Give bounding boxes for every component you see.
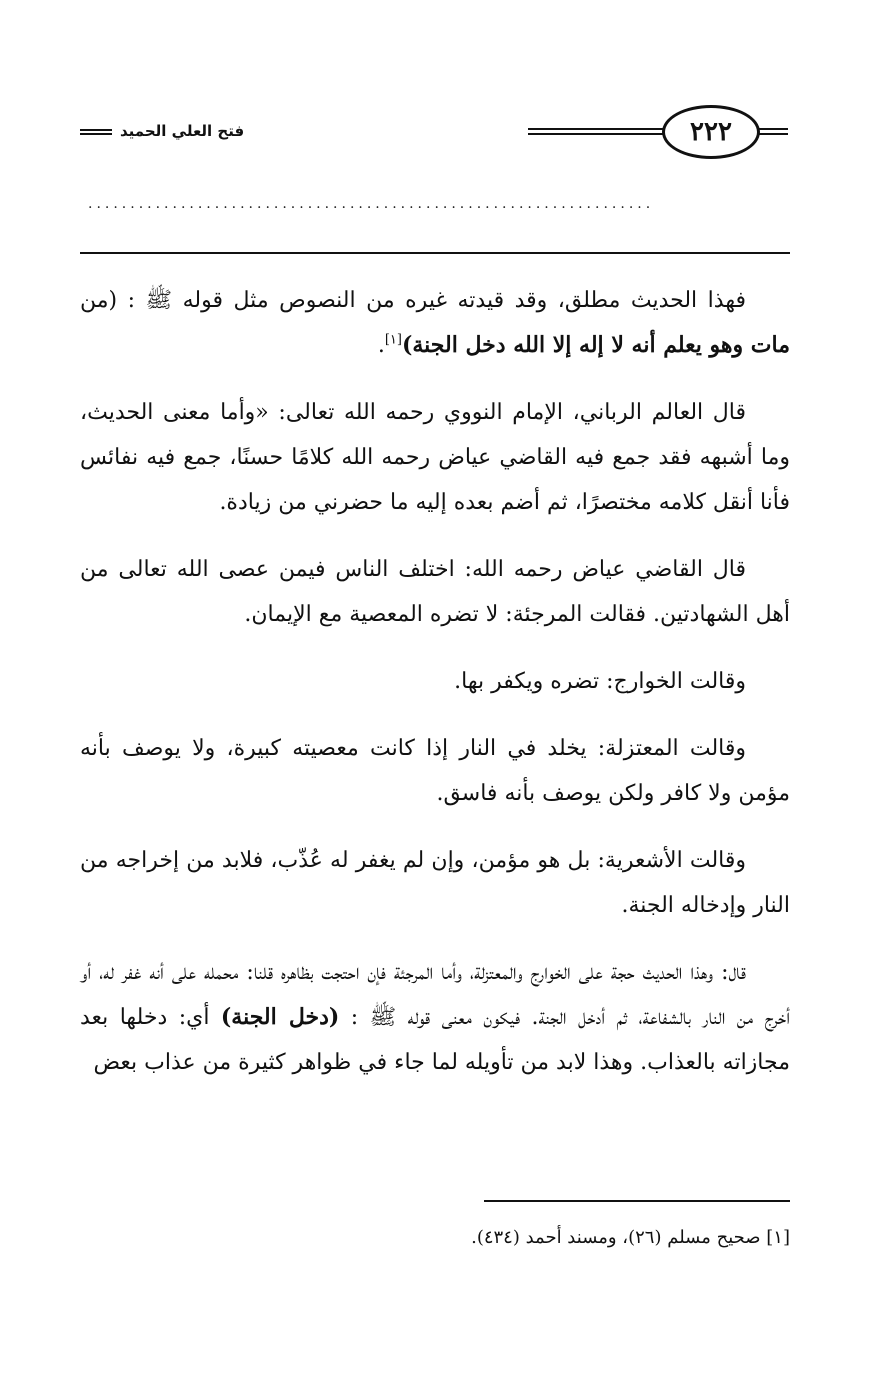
dotted-separator: ................................................................... [88,196,655,212]
paragraph-6: وقالت الأشعرية: بل هو مؤمن، وإن لم يغفر له عُذّب، فلابد من إخراجه من النار وإدخاله الجنة. [80,848,790,918]
paragraph-7-text: قال: وهذا الحديث حجة على الخوارج والمعتزلة، وأما المرجئة فإن احتجت بظاهره قلنا: محمله على أنه غفر له، أو أخرج من النار بالشفاعة، ثم أدخل الجنة. فيكون معنى قوله ﷺ : [80,960,790,1030]
footnote-rule [484,1200,790,1202]
paragraph-3: قال القاضي عياض رحمه الله: اختلف الناس فيمن عصى الله تعالى من أهل الشهادتين. فقالت المرجئة: لا تضره المعصية مع الإيمان. [80,557,790,627]
paragraph-1-tail: . [377,333,385,358]
paragraph-1 [80,278,790,368]
paragraph-7-tail: أي: دخلها بعد مجازاته بالعذاب. وهذا لابد من تأويله لما جاء في ظواهر كثيرة من عذاب بعض [80,1005,790,1075]
body-text [80,278,790,1107]
paragraph-1-text: فهذا الحديث مطلق، وقد قيدته غيره من النصوص مثل قوله ﷺ : (من [80,288,746,313]
header-left-rule [80,129,112,135]
paragraph-7 [80,950,790,1085]
quoted-phrase: (دخل الجنة) [220,1004,340,1030]
running-header [70,95,790,175]
page-number: ٢٢٢ [662,105,760,159]
footnote-ref[interactable]: [١] [384,332,402,348]
paragraph-4: وقالت الخوارج: تضره ويكفر بها. [454,669,746,694]
paragraph-2: قال العالم الرباني، الإمام النووي رحمه الله تعالى: «وأما معنى الحديث، وما أشبهه فقد جمع فيه القاضي عياض رحمه الله كلامًا حسنًا، جمع فيه نفائس فأنا أنقل كلامه مختصرًا، ثم أضم بعده إليه ما حضرني من زيادة. [80,400,790,515]
top-rule [80,252,790,254]
paragraph-5: وقالت المعتزلة: يخلد في النار إذا كانت معصيته كبيرة، ولا يوصف بأنه مؤمن ولا كافر ولكن يوصف بأنه فاسق. [80,736,790,806]
hadith-quote: مات وهو يعلم أنه لا إله إلا الله دخل الجنة) [401,332,790,358]
footnote: [١] صحيح مسلم (٢٦)، ومسند أحمد (٤٣٤). [471,1227,790,1248]
book-title: فتح العلي الحميد [120,122,245,140]
